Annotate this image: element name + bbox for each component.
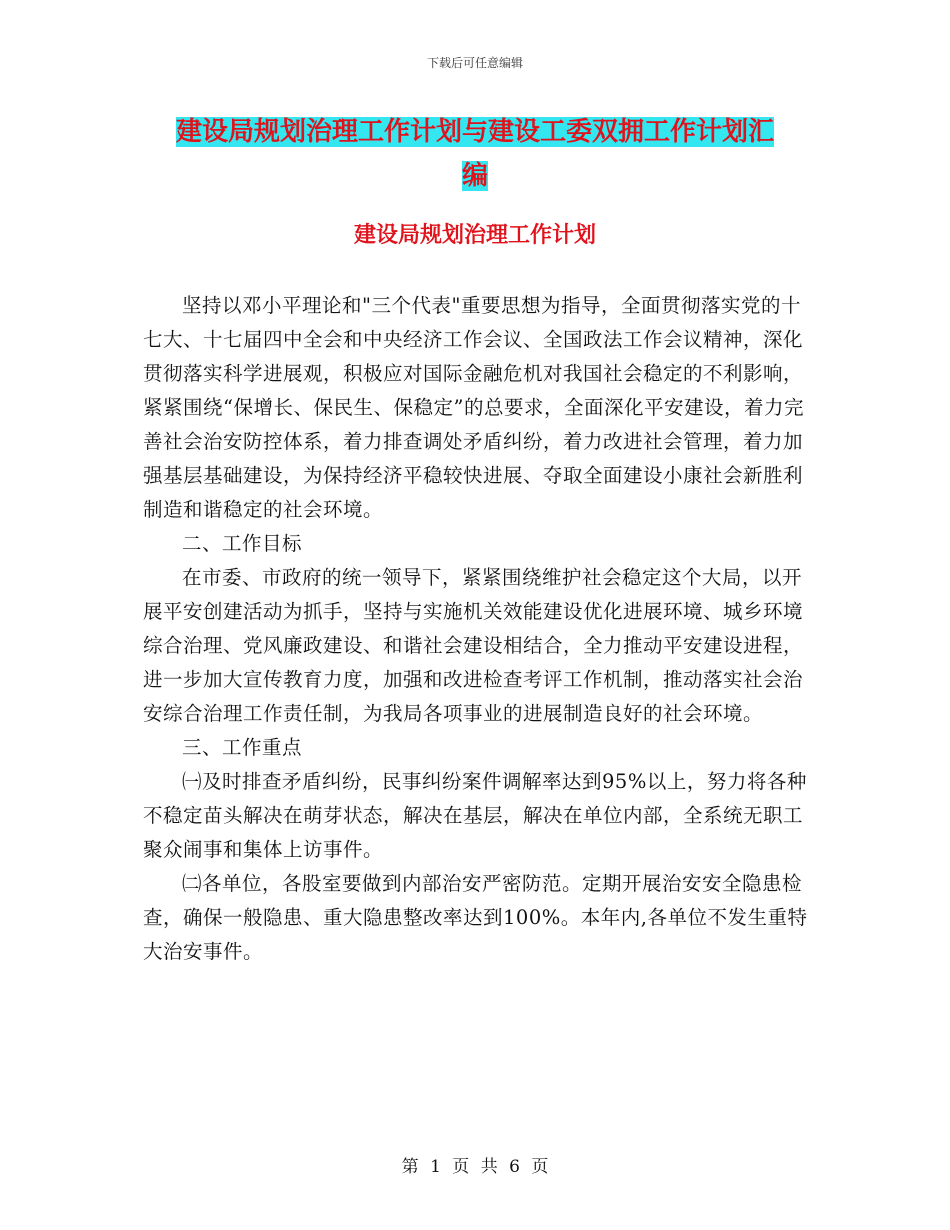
page-footer: 第 1 页 共 6 页 [401, 1157, 549, 1177]
paragraph-intro: 坚持以邓小平理论和"三个代表"重要思想为指导，全面贯彻落实党的十七大、十七届四中全会和中央经济工作会议、全国政法工作会议精神，深化贯彻落实科学进展观，积极应对国际金融危机对我国社会稳定的不利影响，紧紧围绕“保增长、保民生、保稳定”的总要求，全面深化平安建设，着力完善社会治安防控体系，着力排查调处矛盾纠纷，着力改进社会管理，着力加强基层基础建设，为保持经济平稳较快进展、夺取全面建设小康社会新胜利制造和谐稳定的社会环境。 [143, 294, 804, 521]
document-title-line-1: 建设局规划治理工作计划与建设工委双拥工作计划汇 [175, 117, 774, 147]
heading-work-focus: 三、工作重点 [182, 736, 303, 759]
document-body [143, 289, 813, 969]
document-title [0, 110, 950, 198]
paragraph-focus-item-1: ㈠及时排查矛盾纠纷，民事纠纷案件调解率达到95%以上，努力将各种不稳定苗头解决在萌芽状态，解决在基层，解决在单位内部，全系统无职工聚众闹事和集体上访事件。 [143, 770, 807, 861]
paragraph-work-goals: 在市委、市政府的统一领导下，紧紧围绕维护社会稳定这个大局，以开展平安创建活动为抓手，坚持与实施机关效能建设优化进展环境、城乡环境综合治理、党风廉政建设、和谐社会建设相结合，全力推动平安建设进程，进一步加大宣传教育力度，加强和改进检查考评工作机制，推动落实社会治安综合治理工作责任制，为我局各项事业的进展制造良好的社会环境。 [143, 566, 804, 725]
header-note: 下载后可任意编辑 [426, 56, 523, 70]
section-title: 建设局规划治理工作计划 [353, 222, 596, 248]
paragraph-focus-item-2: ㈡各单位，各股室要做到内部治安严密防范。定期开展治安安全隐患检查，确保一般隐患、重大隐患整改率达到100%。本年内,各单位不发生重特大治安事件。 [143, 872, 808, 963]
document-title-line-2: 编 [461, 161, 488, 191]
heading-work-goals: 二、工作目标 [182, 532, 303, 555]
